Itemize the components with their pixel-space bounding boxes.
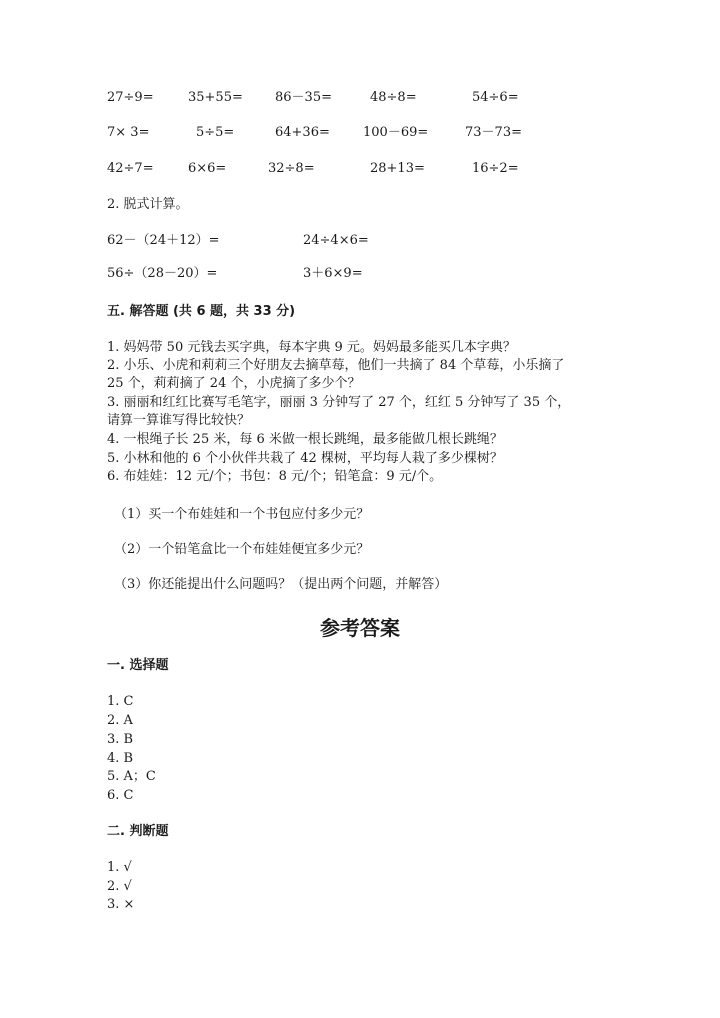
oral-calc-item: 35+55=	[188, 90, 243, 105]
answers-title: 参考答案	[320, 616, 400, 640]
section-heading: 五. 解答题 (共 6 题，共 33 分)	[107, 304, 296, 319]
oral-calc-item: 48÷8=	[370, 90, 417, 105]
sub-question: （2）一个铅笔盒比一个布娃娃便宜多少元？	[114, 542, 370, 557]
answer-item: 6. C	[107, 788, 134, 803]
answer-item: 3. B	[107, 732, 134, 747]
step-calc-item: 62－（24＋12）=	[107, 233, 220, 248]
answer-item: 2. √	[107, 879, 132, 894]
oral-calc-item: 32÷8=	[268, 161, 315, 176]
answer-item: 3. ×	[107, 897, 135, 912]
step-calc-item: 56÷（28－20）=	[107, 266, 218, 281]
oral-calc-item: 100－69=	[363, 125, 429, 140]
problem-line: 4. 一根绳子长 25 米，每 6 米做一根长跳绳，最多能做几根长跳绳？	[107, 432, 503, 447]
oral-calc-item: 42÷7=	[107, 161, 154, 176]
problem-line: 1. 妈妈带 50 元钱去买字典，每本字典 9 元。妈妈最多能买几本字典？	[107, 340, 516, 355]
step-calc-heading: 2. 脱式计算。	[107, 197, 189, 212]
problem-line: 5. 小林和他的 6 个小伙伴共栽了 42 棵树，平均每人栽了多少棵树？	[107, 451, 503, 466]
oral-calc-item: 7× 3=	[107, 125, 150, 140]
oral-calc-item: 27÷9=	[107, 90, 154, 105]
step-calc-item: 3＋6×9=	[303, 266, 363, 281]
problem-line: 6. 布娃娃：12 元/个；书包：8 元/个；铅笔盒：9 元/个。	[107, 469, 443, 484]
oral-calc-item: 54÷6=	[472, 90, 519, 105]
answer-item: 2. A	[107, 713, 133, 728]
problem-line: 请算一算谁写得比较快？	[107, 413, 251, 428]
problem-line: 3. 丽丽和红红比赛写毛笔字，丽丽 3 分钟写了 27 个，红红 5 分钟写了 35 个，	[107, 395, 571, 410]
answer-item: 1. √	[107, 860, 132, 875]
answer-section-heading: 二. 判断题	[107, 824, 169, 839]
oral-calc-item: 73－73=	[465, 125, 522, 140]
oral-calc-item: 64+36=	[275, 125, 330, 140]
answer-item: 5. A；C	[107, 769, 156, 784]
oral-calc-item: 28+13=	[370, 161, 425, 176]
sub-question: （1）买一个布娃娃和一个书包应付多少元？	[114, 507, 370, 522]
oral-calc-item: 16÷2=	[472, 161, 519, 176]
answer-item: 1. C	[107, 694, 134, 709]
oral-calc-item: 86－35=	[275, 90, 332, 105]
problem-line: 25 个，莉莉摘了 24 个，小虎摘了多少个？	[107, 376, 361, 391]
oral-calc-item: 5÷5=	[196, 125, 235, 140]
answer-item: 4. B	[107, 751, 134, 766]
problem-line: 2. 小乐、小虎和莉莉三个好朋友去摘草莓，他们一共摘了 84 个草莓，小乐摘了	[107, 358, 565, 373]
oral-calc-item: 6×6=	[188, 161, 227, 176]
step-calc-item: 24÷4×6=	[303, 233, 369, 248]
answer-section-heading: 一. 选择题	[107, 658, 169, 673]
sub-question: （3）你还能提出什么问题吗？（提出两个问题，并解答）	[114, 577, 448, 592]
